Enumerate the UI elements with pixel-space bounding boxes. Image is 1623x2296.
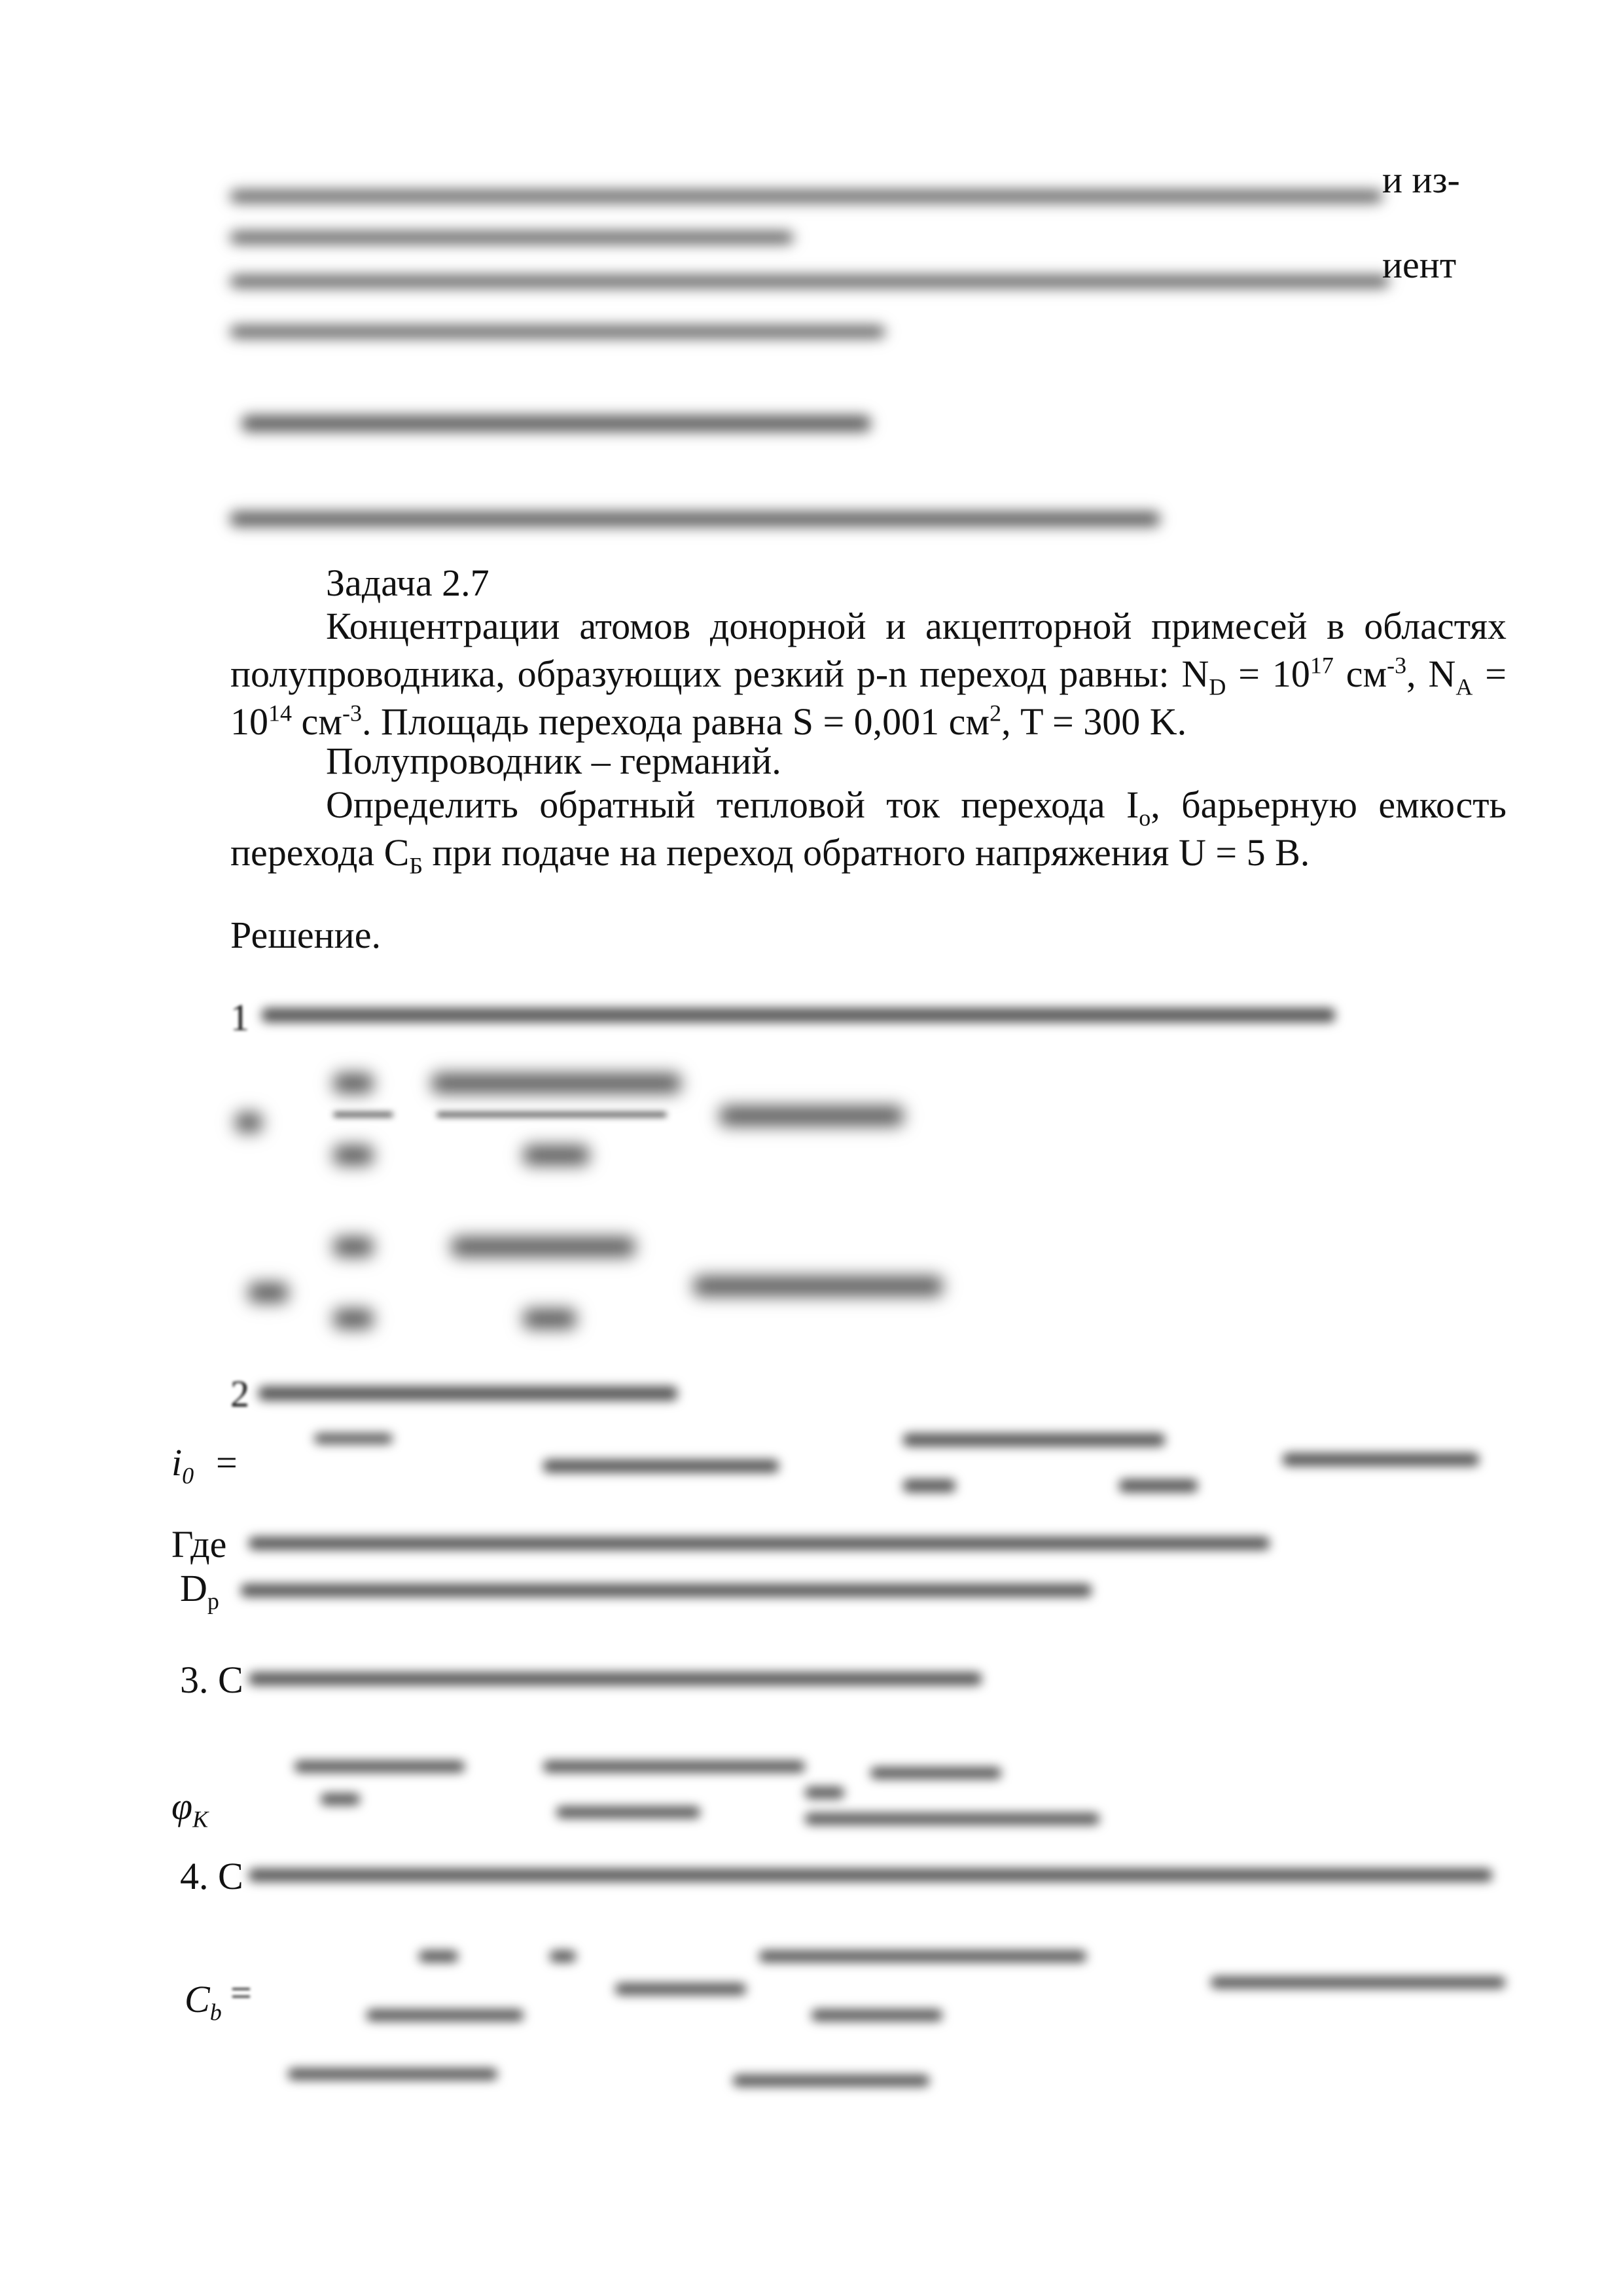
blurred-step1-text — [262, 1008, 1335, 1026]
task-paragraph-2: Полупроводник – германий. — [326, 740, 781, 782]
blurred-line-1 — [230, 167, 1382, 213]
i0-label: $i_0$ — [171, 1441, 194, 1489]
dp-label: $D_p$ — [180, 1567, 219, 1615]
solution-title: Решение. — [230, 914, 381, 956]
cb-label: $C_b$ — [185, 1978, 222, 2026]
blurred-i0-formula — [249, 1433, 1492, 1505]
fraction-line-1a — [334, 1113, 393, 1117]
blurred-dp-text — [241, 1584, 1092, 1600]
blurred-formula-2 — [236, 1237, 1021, 1348]
fraction-line-1b — [437, 1113, 666, 1117]
phi-label: $\varphi_K$ — [171, 1785, 209, 1833]
step3-label: 3. C — [180, 1659, 243, 1701]
blurred-line-4 — [230, 302, 885, 348]
task-paragraph-3: Определить обратный тепловой ток перехода $I_o$, барьерную емкость перехода $C_Б$ при подаче на переход обратного напряжения U = 5 В. — [230, 783, 1507, 879]
blurred-line-2 — [230, 208, 793, 254]
blurred-answer-line — [230, 491, 1160, 537]
blurred-cb-formula — [262, 1950, 1518, 2121]
task-paragraph-1: Концентрации атомов донорной и акцепторной примесей в областях полупроводника, образующих резкий p-n переход равны: $N_D = 10^{17}$ $см^{-3}$, $N_A = 10^{14}$ $см^{-3}$. Площадь перехода равна S = 0,001 $см^2$, T = 300 K. — [230, 605, 1507, 743]
task-title: Задача 2.7 — [326, 562, 490, 604]
step4-label: 4. C — [180, 1855, 243, 1897]
blurred-line-3 — [230, 252, 1389, 298]
blurred-where-text — [249, 1537, 1270, 1553]
blurred-phi-formula — [281, 1754, 1198, 1833]
blurred-formula-1 — [236, 1073, 1021, 1185]
blurred-step4-text — [249, 1869, 1492, 1885]
i0-equals: = — [216, 1441, 238, 1484]
blurred-step2-text — [259, 1386, 677, 1404]
line2-visible-end: иент — [1382, 243, 1457, 286]
where-label: Где — [171, 1523, 227, 1566]
step1-number: 1 — [230, 996, 249, 1039]
step2-number: 2 — [230, 1372, 249, 1415]
blurred-formula-line — [242, 396, 870, 442]
cb-equals: = — [230, 1971, 252, 2014]
line1-visible-end: и из- — [1382, 158, 1460, 201]
blurred-step3-text — [249, 1672, 982, 1689]
